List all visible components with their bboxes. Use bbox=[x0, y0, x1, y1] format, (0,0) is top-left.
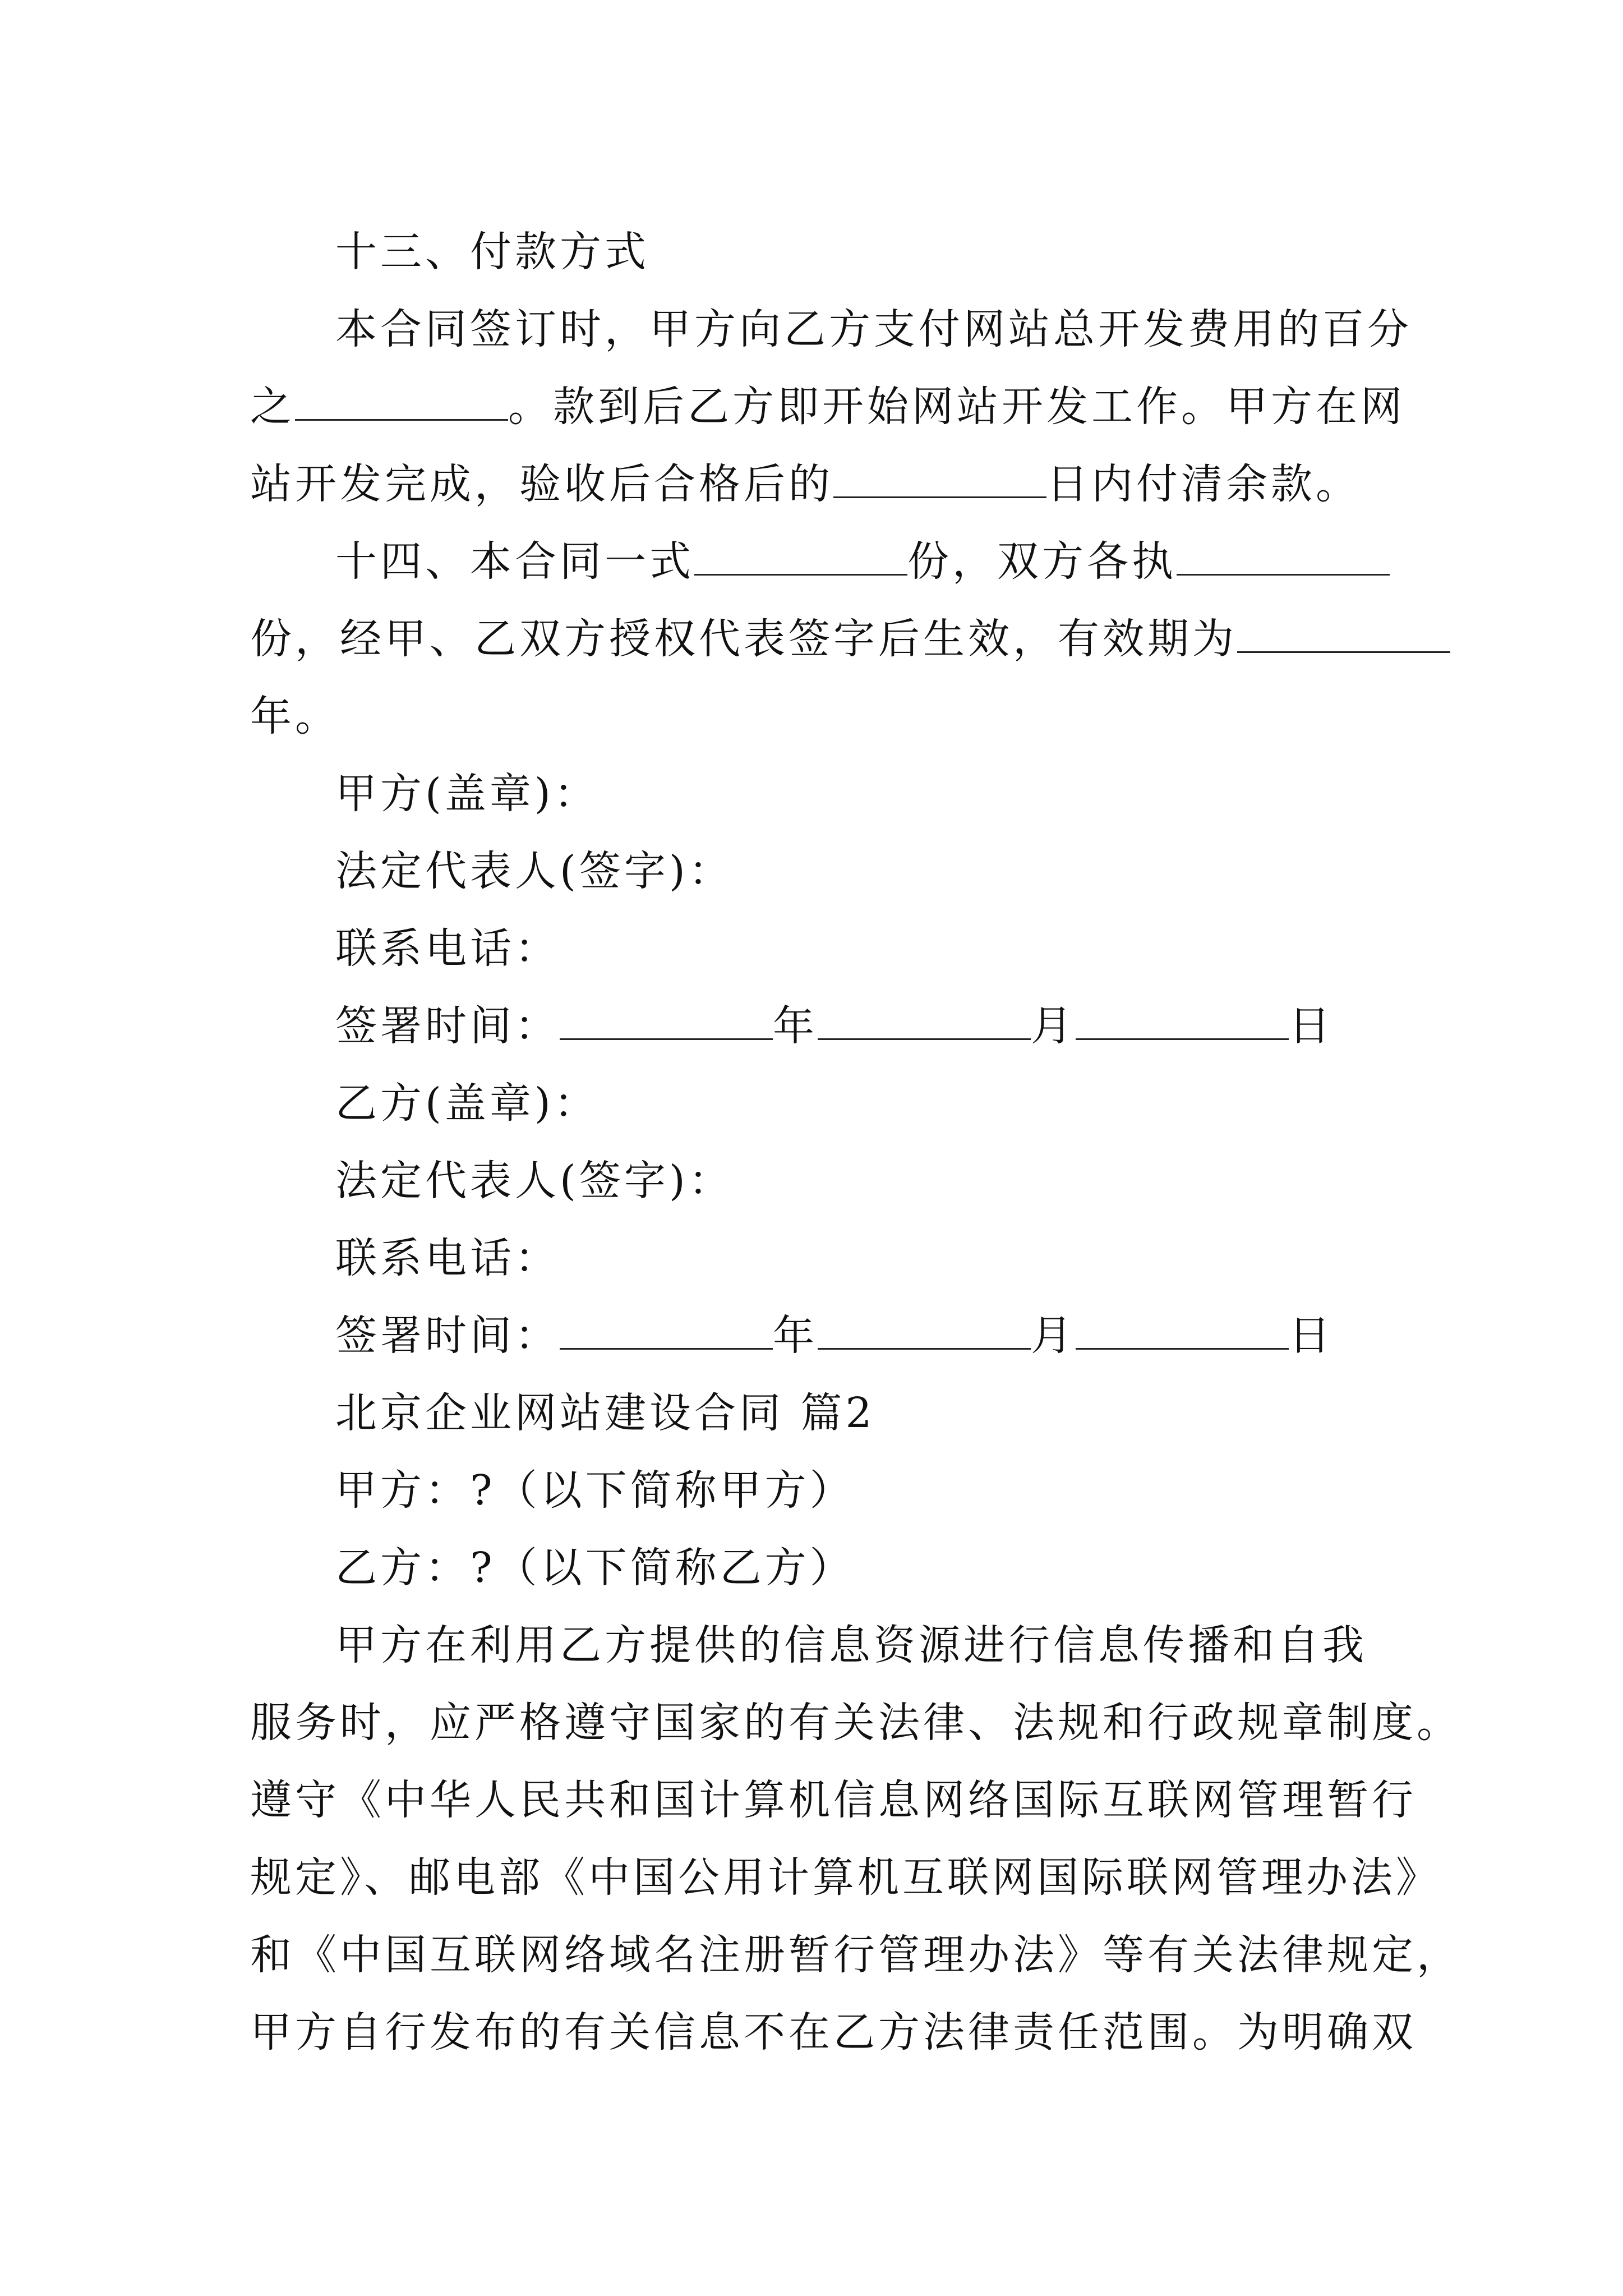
paragraph-line: 规定》、邮电部《中国公用计算机互联网国际联网管理办法》 bbox=[250, 1853, 1441, 1902]
section-13-heading: 十三、付款方式 bbox=[335, 228, 649, 276]
party-a-phone: 联系电话： bbox=[335, 924, 560, 973]
fill-in-blank-percentage bbox=[295, 383, 508, 421]
fill-in-blank-validity bbox=[1237, 615, 1450, 653]
section-14-line-2: 份，经甲、乙双方授权代表签字后生效，有效期为 bbox=[250, 600, 1377, 678]
fill-in-blank-month bbox=[818, 1002, 1031, 1040]
fill-in-blank-days bbox=[833, 461, 1046, 498]
fill-in-blank-month bbox=[818, 1312, 1031, 1350]
section-13-line-3: 站开发完成，验收后合格后的 日内付清余款。 bbox=[250, 460, 1361, 508]
party-b-representative: 法定代表人(签字)： bbox=[335, 1157, 734, 1205]
paragraph-line: 服务时，应严格遵守国家的有关法律、法规和行政规章制度。 bbox=[250, 1699, 1461, 1747]
party-a-sign-time: 签署时间： 年 月 日 bbox=[335, 1002, 1334, 1050]
contract-2-party-b: 乙方：?（以下简称乙方） bbox=[335, 1544, 855, 1592]
section-13-line-1: 本合同签订时，甲方向乙方支付网站总开发费用的百分 bbox=[335, 305, 1412, 353]
paragraph-line: 甲方自行发布的有关信息不在乙方法律责任范围。为明确双 bbox=[250, 2008, 1417, 2056]
party-a-seal: 甲方(盖章)： bbox=[335, 770, 599, 818]
fill-in-blank-copies-each bbox=[1177, 538, 1390, 576]
contract-2-title: 北京企业网站建设合同 篇2 bbox=[335, 1389, 875, 1437]
party-b-phone: 联系电话： bbox=[335, 1234, 560, 1282]
fill-in-blank-day bbox=[1076, 1312, 1289, 1350]
paragraph-line: 甲方在利用乙方提供的信息资源进行信息传播和自我 bbox=[335, 1621, 1367, 1669]
fill-in-blank-year bbox=[560, 1002, 773, 1040]
section-13-line-2: 之 。款到后乙方即开始网站开发工作。甲方在网 bbox=[250, 383, 1405, 431]
fill-in-blank-day bbox=[1076, 1002, 1289, 1040]
party-b-seal: 乙方(盖章)： bbox=[335, 1079, 599, 1128]
section-14-line-3: 年。 bbox=[250, 692, 340, 740]
contract-2-party-a: 甲方：?（以下简称甲方） bbox=[335, 1466, 855, 1515]
paragraph-line: 和《中国互联网络域名注册暂行管理办法》等有关法律规定， bbox=[250, 1931, 1461, 1979]
document-body bbox=[250, 213, 1461, 2071]
fill-in-blank-copies bbox=[694, 538, 907, 576]
section-14-line-1: 十四、本合同一式 份，双方各执 bbox=[250, 523, 1377, 600]
party-b-sign-time: 签署时间： 年 月 日 bbox=[335, 1312, 1334, 1360]
paragraph-line: 遵守《中华人民共和国计算机信息网络国际互联网管理暂行 bbox=[250, 1776, 1417, 1824]
party-a-representative: 法定代表人(签字)： bbox=[335, 847, 734, 895]
fill-in-blank-year bbox=[560, 1312, 773, 1350]
